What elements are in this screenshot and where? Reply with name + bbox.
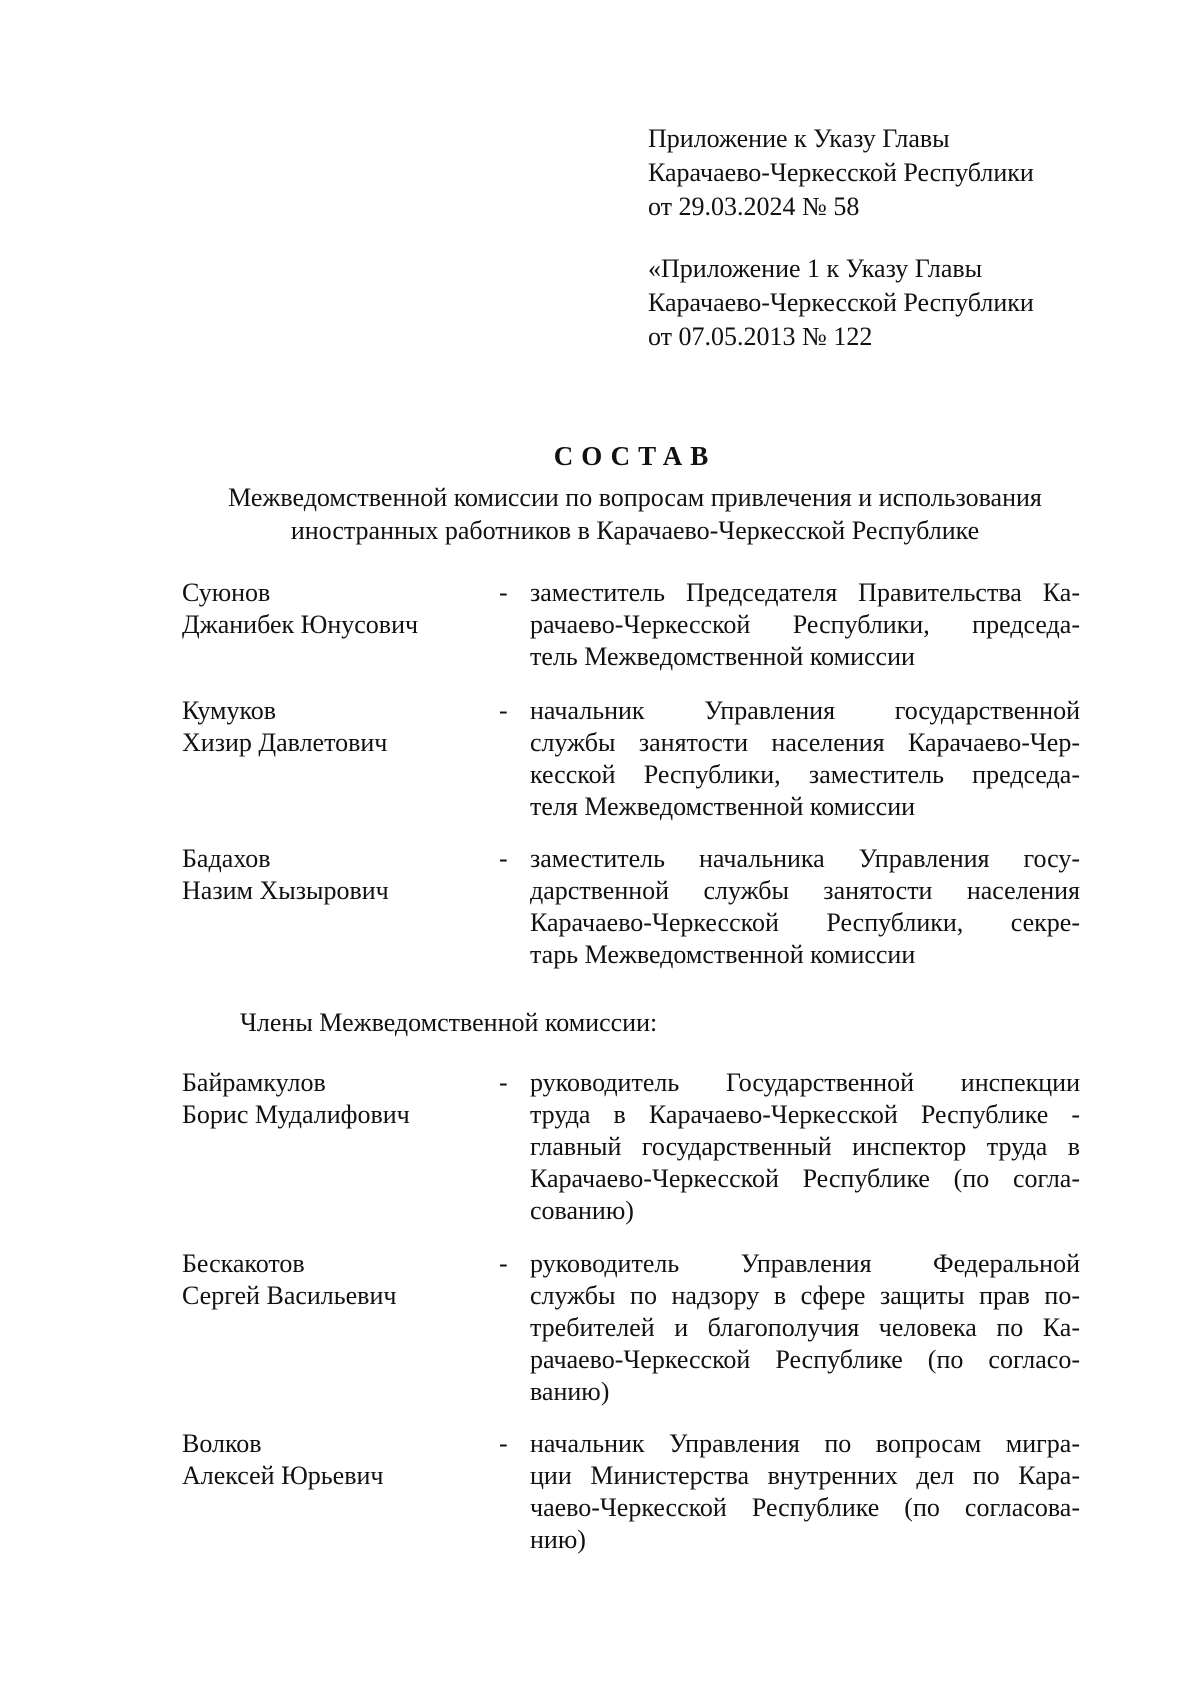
role-line: дарственной службы занятости населения (530, 876, 1080, 905)
role-line: заместитель Председателя Правительства Ка- (530, 578, 1080, 607)
appendix-header-original (648, 252, 1118, 354)
appendix-header-line: «Приложение 1 к Указу Главы (648, 254, 983, 283)
role-line: рачаево-Черкесской Республики, председа- (530, 610, 1080, 639)
member-surname: Бескакотов (182, 1249, 305, 1278)
role-line: заместитель начальника Управления госу- (530, 844, 1080, 873)
member-name (182, 1428, 482, 1492)
separator-dash: - (499, 578, 508, 607)
document-subtitle (150, 481, 1120, 547)
role-line: чаево-Черкесской Республике (по согласова- (530, 1493, 1080, 1522)
member-role (530, 1428, 1080, 1556)
role-line: руководитель Государственной инспекции (530, 1068, 1080, 1097)
role-line: начальник Управления по вопросам мигра- (530, 1429, 1080, 1458)
role-line: сованию) (530, 1196, 634, 1225)
appendix-header-current (648, 122, 1118, 224)
members-heading: Члены Межведомственной комиссии: (240, 1008, 658, 1037)
role-line: требителей и благополучия человека по Ка- (530, 1313, 1080, 1342)
role-line: ванию) (530, 1377, 610, 1406)
member-surname: Волков (182, 1429, 262, 1458)
member-role (530, 577, 1080, 673)
appendix-header-line: Карачаево-Черкесской Республики (648, 158, 1034, 187)
member-surname: Байрамкулов (182, 1068, 326, 1097)
member-role (530, 1067, 1080, 1227)
member-surname: Кумуков (182, 696, 277, 725)
role-line: теля Межведомственной комиссии (530, 792, 916, 821)
role-line: рачаево-Черкесской Республике (по согласо- (530, 1345, 1080, 1374)
separator-dash: - (499, 1068, 508, 1097)
separator-dash: - (499, 1429, 508, 1458)
member-given-names: Алексей Юрьевич (182, 1461, 384, 1490)
member-given-names: Назим Хызырович (182, 876, 389, 905)
member-name (182, 577, 482, 641)
member-role (530, 1248, 1080, 1408)
role-line: начальник Управления государственной (530, 696, 1080, 725)
appendix-header-line: от 29.03.2024 № 58 (648, 192, 860, 221)
role-line: службы по надзору в сфере защиты прав по- (530, 1281, 1080, 1310)
member-name (182, 695, 482, 759)
separator-dash: - (499, 1249, 508, 1278)
appendix-header-line: от 07.05.2013 № 122 (648, 322, 873, 351)
member-name (182, 1067, 482, 1131)
subtitle-line: иностранных работников в Карачаево-Черкесской Республике (290, 516, 980, 545)
role-line: ции Министерства внутренних дел по Кара- (530, 1461, 1080, 1490)
member-given-names: Сергей Васильевич (182, 1281, 397, 1310)
member-role (530, 843, 1080, 971)
role-line: руководитель Управления Федеральной (530, 1249, 1080, 1278)
appendix-header-line: Карачаево-Черкесской Республики (648, 288, 1034, 317)
member-given-names: Джанибек Юнусович (182, 610, 419, 639)
member-name (182, 843, 482, 907)
role-line: службы занятости населения Карачаево-Чер- (530, 728, 1080, 757)
member-surname: Суюнов (182, 578, 271, 607)
role-line: кесской Республики, заместитель председа- (530, 760, 1080, 789)
separator-dash: - (499, 844, 508, 873)
role-line: труда в Карачаево-Черкесской Республике - (530, 1100, 1080, 1129)
appendix-header-line: Приложение к Указу Главы (648, 124, 950, 153)
role-line: нию) (530, 1525, 586, 1554)
document-title: СОСТАВ (553, 441, 717, 471)
separator-dash: - (499, 696, 508, 725)
member-given-names: Борис Мудалифович (182, 1100, 410, 1129)
role-line: Карачаево-Черкесской Республики, секре- (530, 908, 1080, 937)
member-role (530, 695, 1080, 823)
member-given-names: Хизир Давлетович (182, 728, 388, 757)
role-line: тель Межведомственной комиссии (530, 642, 915, 671)
member-surname: Бадахов (182, 844, 271, 873)
role-line: тарь Межведомственной комиссии (530, 940, 916, 969)
role-line: Карачаево-Черкесской Республике (по согла- (530, 1164, 1080, 1193)
role-line: главный государственный инспектор труда в (530, 1132, 1080, 1161)
member-name (182, 1248, 482, 1312)
subtitle-line: Межведомственной комиссии по вопросам привлечения и использования (228, 483, 1042, 512)
